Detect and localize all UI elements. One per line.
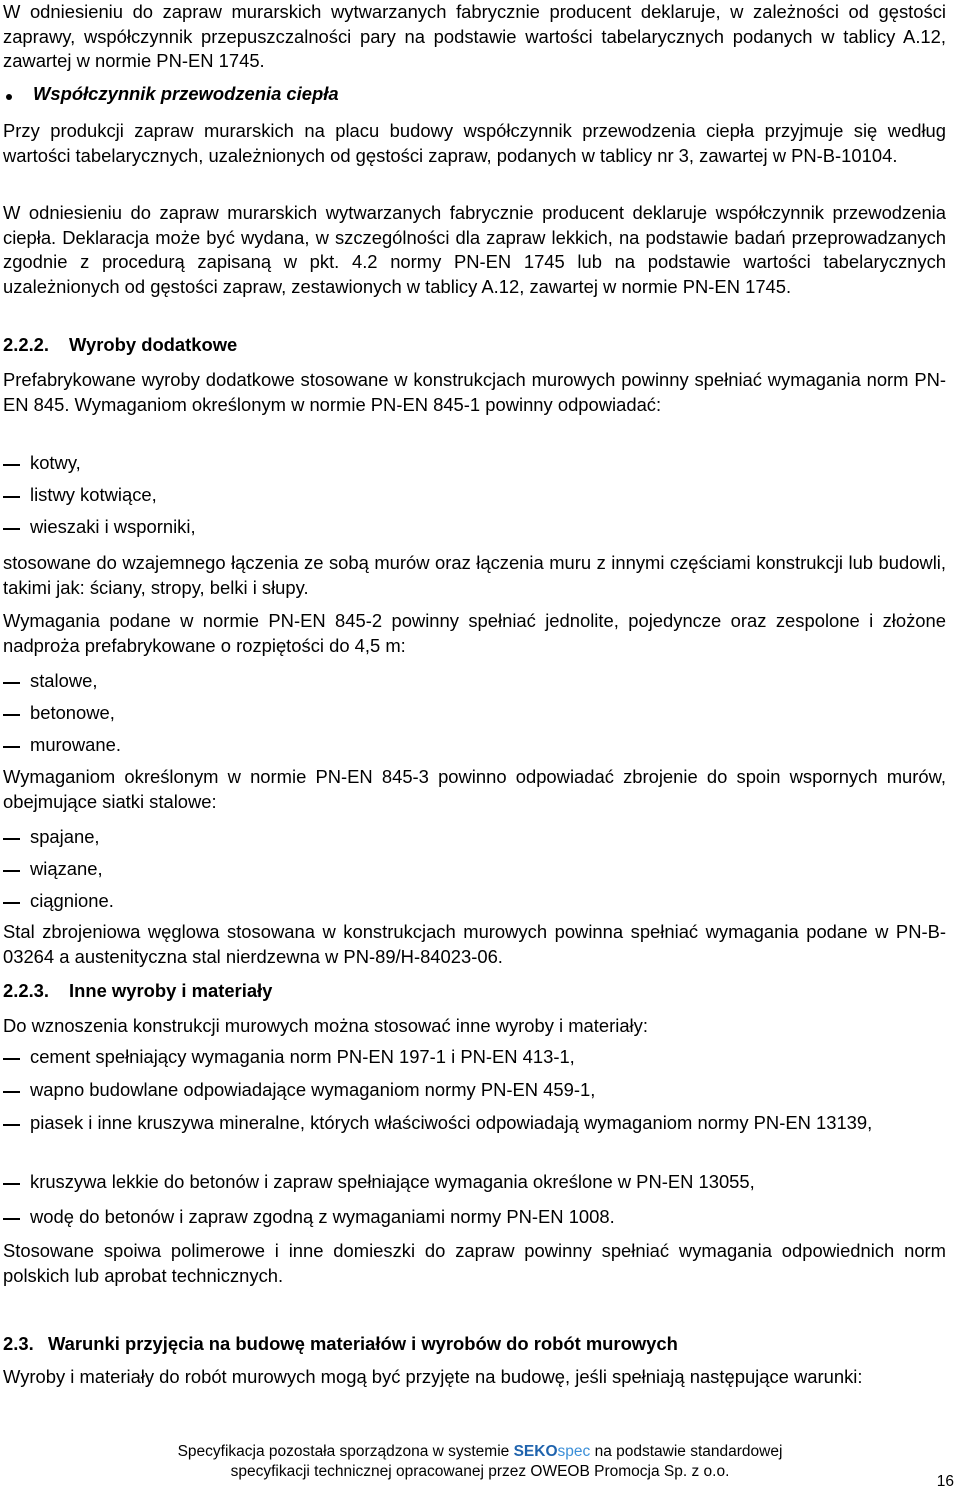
- dash-icon: [3, 1124, 20, 1126]
- footer-text: na podstawie standardowej: [590, 1443, 783, 1460]
- dash-icon: [3, 902, 20, 904]
- paragraph-reinforcement: Wymaganiom określonym w normie PN-EN 845-3 powinno odpowiadać zbrojenie do spoin wspornych murów, obejmujące siatki stalowe:: [3, 766, 946, 812]
- list-item: wodę do betonów i zapraw zgodną z wymaganiami normy PN-EN 1008.: [30, 1206, 615, 1227]
- dash-icon: [3, 1058, 20, 1060]
- list-item: piasek i inne kruszywa mineralne, których właściwości odpowiadają wymaganiom normy PN-EN 13139,: [30, 1112, 873, 1133]
- list-item: spajane,: [30, 826, 100, 847]
- list-item: kruszywa lekkie do betonów i zapraw spełniające wymagania określone w PN-EN 13055,: [30, 1171, 755, 1192]
- list-item: listwy kotwiące,: [30, 484, 157, 505]
- paragraph-polymer-binders: Stosowane spoiwa polimerowe i inne domieszki do zapraw powinny spełniać wymagania odpowiednich norm polskich lub aprobat technicznych.: [3, 1240, 946, 1286]
- list-item: wieszaki i wsporniki,: [30, 516, 196, 537]
- dash-icon: [3, 682, 20, 684]
- dash-icon: [3, 714, 20, 716]
- dash-icon: [3, 838, 20, 840]
- section-heading-2-2-2: [3, 333, 237, 358]
- section-number: 2.3.: [3, 1333, 34, 1354]
- paragraph-other-materials: Do wznoszenia konstrukcji murowych można stosować inne wyroby i materiały:: [3, 1015, 648, 1036]
- paragraph-used-for-joining: stosowane do wzajemnego łączenia ze sobą murów oraz łączenia muru z innymi częściami konstrukcji lub budowli, takimi jak: ściany, stropy, belki i słupy.: [3, 552, 946, 598]
- paragraph-vapour-permeability: W odniesieniu do zapraw murarskich wytwarzanych fabrycznie producent deklaruje, w zależności od gęstości zaprawy, współczynnik przepuszczalności pary na podstawie wartości tabelarycznych podanych w tablicy A.12, zawartej w normie PN-EN 1745.: [3, 1, 946, 72]
- list-item: stalowe,: [30, 670, 98, 691]
- list-item: wapno budowlane odpowiadające wymaganiom normy PN-EN 459-1,: [30, 1079, 596, 1100]
- list-item: cement spełniający wymagania norm PN-EN 197-1 i PN-EN 413-1,: [30, 1046, 575, 1067]
- dash-icon: [3, 1091, 20, 1093]
- paragraph-acceptance-conditions: Wyroby i materiały do robót murowych mogą być przyjęte na budowę, jeśli spełniają następujące warunki:: [3, 1366, 863, 1387]
- dash-icon: [3, 870, 20, 872]
- dash-icon: [3, 496, 20, 498]
- section-title: Wyroby dodatkowe: [69, 334, 238, 355]
- section-title: Warunki przyjęcia na budowę materiałów i wyrobów do robót murowych: [48, 1333, 678, 1354]
- paragraph-steel: Stal zbrojeniowa węglowa stosowana w konstrukcjach murowych powinna spełniać wymagania podane w PN-B-03264 a austenityczna stal nierdzewna w PN-89/H-84023-06.: [3, 921, 946, 967]
- paragraph-lintels: Wymagania podane w normie PN-EN 845-2 powinny spełniać jednolite, pojedyncze oraz zespolone i złożone nadproża prefabrykowane o rozpiętości do 4,5 m:: [3, 610, 946, 656]
- brand-logo-spec: spec: [557, 1443, 591, 1460]
- bullet-icon: [6, 94, 12, 100]
- footer-line-1: [0, 1442, 960, 1461]
- list-item: betonowe,: [30, 702, 115, 723]
- section-title: Inne wyroby i materiały: [69, 980, 273, 1001]
- dash-icon: [3, 528, 20, 530]
- list-item: ciągnione.: [30, 890, 114, 911]
- section-heading-2-3: [3, 1332, 678, 1357]
- list-item: kotwy,: [30, 452, 81, 473]
- list-item: wiązane,: [30, 858, 103, 879]
- footer-line-2: specyfikacji technicznej opracowanej przez OWEOB Promocja Sp. z o.o.: [230, 1463, 730, 1480]
- paragraph-additional-products: Prefabrykowane wyroby dodatkowe stosowane w konstrukcjach murowych powinny spełniać wymagania norm PN-EN 845. Wymaganiom określonym w normie PN-EN 845-1 powinny odpowiadać:: [3, 369, 946, 415]
- dash-icon: [3, 746, 20, 748]
- page-number: 16: [936, 1473, 954, 1490]
- footer-text: Specyfikacja pozostała sporządzona w systemie: [177, 1443, 514, 1460]
- list-item: murowane.: [30, 734, 121, 755]
- paragraph-site-mortar: Przy produkcji zapraw murarskich na placu budowy współczynnik przewodzenia ciepła przyjmuje się według wartości tabelarycznych, uzależnionych od gęstości zapraw, podanych w tablicy nr 3, zawartej w PN-B-10104.: [3, 120, 946, 166]
- brand-logo-seko: SEKO: [513, 1443, 558, 1460]
- section-heading-2-2-3: [3, 979, 272, 1004]
- bullet-heading-thermal-conductivity: Współczynnik przewodzenia ciepła: [33, 83, 339, 104]
- dash-icon: [3, 464, 20, 466]
- paragraph-factory-mortar: W odniesieniu do zapraw murarskich wytwarzanych fabrycznie producent deklaruje współczynnik przewodzenia ciepła. Deklaracja może być wydana, w szczególności dla zapraw lekkich, na podstawie badań przeprowadzanych zgodnie z procedurą zapisaną w pkt. 4.2 normy PN-EN 1745 lub na podstawie wartości tabelarycznych uzależnionych od gęstości zapraw, zestawionych w tablicy A.12, zawartej w normie PN-EN 1745.: [3, 202, 946, 297]
- dash-icon: [3, 1218, 20, 1220]
- dash-icon: [3, 1183, 20, 1185]
- section-number: 2.2.3.: [3, 980, 50, 1001]
- section-number: 2.2.2.: [3, 334, 50, 355]
